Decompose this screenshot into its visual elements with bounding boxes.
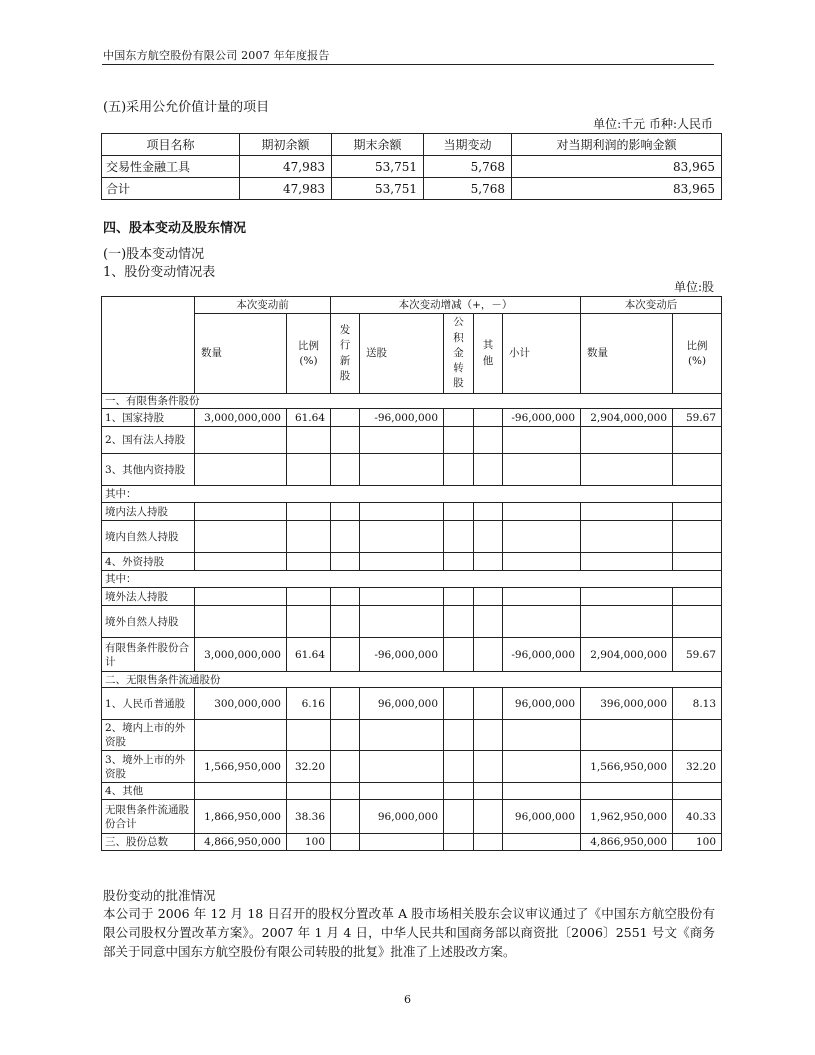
table-row xyxy=(102,427,722,454)
cell-before-qty xyxy=(195,606,287,638)
cell-before-qty xyxy=(195,503,287,521)
share-table-body xyxy=(102,394,722,851)
cell-before-qty: 1,566,950,000 xyxy=(195,751,287,783)
cell-other xyxy=(474,720,503,751)
cell-other xyxy=(474,751,503,783)
table-row xyxy=(102,606,722,638)
cell-other xyxy=(474,588,503,606)
cell-bonus xyxy=(360,606,444,638)
table-row xyxy=(102,454,722,486)
cell-bonus: -96,000,000 xyxy=(360,409,444,427)
row-label: 境外自然人持股 xyxy=(102,606,195,638)
cell-new-issue xyxy=(331,409,360,427)
cell-subtotal xyxy=(503,751,581,783)
cell-before-pct xyxy=(287,454,331,486)
cell-after-pct xyxy=(673,521,722,553)
cell-bonus xyxy=(360,588,444,606)
cell-before-qty: 1,866,950,000 xyxy=(195,800,287,834)
cell-after-pct xyxy=(673,588,722,606)
cell-reserve xyxy=(444,427,474,454)
row-label: 1、人民币普通股 xyxy=(102,688,195,720)
cell-bonus xyxy=(360,720,444,751)
cell-before-pct: 100 xyxy=(287,834,331,851)
cell-before-qty xyxy=(195,427,287,454)
cell-after-qty xyxy=(581,454,673,486)
cell-after-qty: 4,866,950,000 xyxy=(581,834,673,851)
cell-after-pct xyxy=(673,553,722,571)
cell-subtotal: 96,000,000 xyxy=(503,800,581,834)
sub-header-char: 股 xyxy=(453,377,464,390)
cell-new-issue xyxy=(331,800,360,834)
fair-value-table xyxy=(101,133,722,200)
page-number: 6 xyxy=(404,993,411,1006)
table-row xyxy=(102,720,722,751)
table-row xyxy=(102,834,722,851)
cell-before-pct xyxy=(287,720,331,751)
cell-label: 交易性金融工具 xyxy=(102,156,240,178)
cell-after-pct: 100 xyxy=(673,834,722,851)
share-unit-note: 单位:股 xyxy=(673,280,714,294)
cell-new-issue xyxy=(331,751,360,783)
cell-before-qty xyxy=(195,588,287,606)
cell-bonus: -96,000,000 xyxy=(360,638,444,672)
sub-header-char: 积 xyxy=(453,331,464,344)
cell-before-pct xyxy=(287,606,331,638)
cell-other xyxy=(474,553,503,571)
cell-subtotal xyxy=(503,427,581,454)
table-row xyxy=(102,751,722,783)
row-label-header xyxy=(102,297,195,394)
cell-before-pct xyxy=(287,553,331,571)
approval-title: 股份变动的批准情况 xyxy=(103,888,216,903)
group-header-after: 本次变动后 xyxy=(581,297,722,314)
cell-after-pct xyxy=(673,503,722,521)
sub-header-pct-after xyxy=(673,314,722,394)
cell-subtotal: -96,000,000 xyxy=(503,409,581,427)
cell-other xyxy=(474,409,503,427)
cell-new-issue xyxy=(331,688,360,720)
cell-new-issue xyxy=(331,503,360,521)
cell-subtotal xyxy=(503,553,581,571)
cell-reserve xyxy=(444,454,474,486)
cell-new-issue xyxy=(331,427,360,454)
cell-new-issue xyxy=(331,588,360,606)
cell-after-qty xyxy=(581,720,673,751)
cell-subtotal: -96,000,000 xyxy=(503,638,581,672)
table-row xyxy=(102,800,722,834)
row-label: 4、外资持股 xyxy=(102,553,195,571)
cell-after-qty xyxy=(581,503,673,521)
cell-reserve xyxy=(444,638,474,672)
cell-other xyxy=(474,503,503,521)
cell-after-pct: 40.33 xyxy=(673,800,722,834)
row-label: 2、境内上市的外资股 xyxy=(102,720,195,751)
cell-before-qty xyxy=(195,553,287,571)
cell-reserve xyxy=(444,783,474,800)
row-label: 3、其他内资持股 xyxy=(102,454,195,486)
cell-reserve xyxy=(444,553,474,571)
cell-new-issue xyxy=(331,720,360,751)
cell-value: 53,751 xyxy=(332,178,424,200)
cell-label: 合计 xyxy=(102,178,240,200)
cell-bonus xyxy=(360,503,444,521)
table-row xyxy=(102,503,722,521)
cell-after-qty: 2,904,000,000 xyxy=(581,409,673,427)
cell-new-issue xyxy=(331,454,360,486)
row-label: 4、其他 xyxy=(102,783,195,800)
row-label: 无限售条件流通股份合计 xyxy=(102,800,195,834)
sub-header-new-issue xyxy=(331,314,360,394)
cell-after-pct: 8.13 xyxy=(673,688,722,720)
cell-reserve xyxy=(444,606,474,638)
sub-header-char: 股 xyxy=(339,369,351,382)
sub-header-char: 新 xyxy=(339,354,351,367)
sub-header-char: 公 xyxy=(453,316,464,329)
cell-after-qty: 396,000,000 xyxy=(581,688,673,720)
share-table-title: 1、股份变动情况表 xyxy=(103,265,216,280)
cell-before-pct xyxy=(287,521,331,553)
table-row xyxy=(102,688,722,720)
sub-header-text: 比例 xyxy=(686,340,708,353)
cell-before-pct xyxy=(287,783,331,800)
cell-reserve xyxy=(444,409,474,427)
row-label: 2、国有法人持股 xyxy=(102,427,195,454)
sub-header-text: (%) xyxy=(687,354,707,367)
approval-paragraph: 本公司于 2006 年 12 月 18 日召开的股权分置改革 A 股市场相关股东会议审议通过了《中国东方航空股份有限公司股权分置改革方案》。2007 年 1 月 4 日，中华人民共和国商务部以商资批〔2006〕2551 号文《商务部关于同意中国东方航空股份有限公司转股的批复》批准了上述股改方案。 xyxy=(103,906,715,959)
cell-new-issue xyxy=(331,606,360,638)
cell-reserve xyxy=(444,688,474,720)
cell-after-qty: 1,962,950,000 xyxy=(581,800,673,834)
cell-before-pct xyxy=(287,427,331,454)
row-label: 其中： xyxy=(102,486,722,503)
sub-header-reserve xyxy=(444,314,474,394)
cell-before-pct xyxy=(287,503,331,521)
cell-new-issue xyxy=(331,553,360,571)
col-header: 当期变动 xyxy=(424,134,512,156)
header-divider xyxy=(102,64,714,65)
cell-bonus xyxy=(360,454,444,486)
share-section-subtitle: (一)股本变动情况 xyxy=(103,247,205,262)
cell-before-pct: 61.64 xyxy=(287,638,331,672)
cell-before-qty xyxy=(195,720,287,751)
cell-before-pct: 61.64 xyxy=(287,409,331,427)
sub-header-qty-before: 数量 xyxy=(195,314,287,394)
row-label: 境外法人持股 xyxy=(102,588,195,606)
table-row xyxy=(102,553,722,571)
cell-subtotal: 96,000,000 xyxy=(503,688,581,720)
cell-after-pct: 32.20 xyxy=(673,751,722,783)
group-header-before: 本次变动前 xyxy=(195,297,331,314)
cell-before-pct xyxy=(287,588,331,606)
sub-header-row xyxy=(102,314,722,394)
cell-other xyxy=(474,606,503,638)
row-label: 有限售条件股份合计 xyxy=(102,638,195,672)
cell-subtotal xyxy=(503,454,581,486)
cell-after-qty xyxy=(581,606,673,638)
cell-new-issue xyxy=(331,638,360,672)
cell-new-issue xyxy=(331,783,360,800)
cell-subtotal xyxy=(503,521,581,553)
cell-bonus xyxy=(360,553,444,571)
table-row xyxy=(102,409,722,427)
table-row xyxy=(102,156,722,178)
cell-other xyxy=(474,638,503,672)
sub-header-char: 金 xyxy=(453,346,464,359)
cell-value: 83,965 xyxy=(512,156,722,178)
cell-before-pct: 6.16 xyxy=(287,688,331,720)
sub-header-char: 行 xyxy=(339,339,351,352)
cell-before-qty: 3,000,000,000 xyxy=(195,638,287,672)
cell-after-qty xyxy=(581,553,673,571)
cell-other xyxy=(474,834,503,851)
table-row xyxy=(102,588,722,606)
cell-subtotal xyxy=(503,588,581,606)
cell-other xyxy=(474,427,503,454)
sub-header-char: 他 xyxy=(482,354,494,367)
sub-header-char: 其 xyxy=(482,339,494,352)
cell-after-pct xyxy=(673,720,722,751)
cell-bonus xyxy=(360,834,444,851)
cell-before-qty xyxy=(195,454,287,486)
cell-value: 53,751 xyxy=(332,156,424,178)
cell-new-issue xyxy=(331,834,360,851)
cell-after-pct xyxy=(673,783,722,800)
cell-bonus xyxy=(360,521,444,553)
cell-value: 47,983 xyxy=(240,156,332,178)
col-header: 项目名称 xyxy=(102,134,240,156)
cell-other xyxy=(474,454,503,486)
cell-reserve xyxy=(444,800,474,834)
row-label: 二、无限售条件流通股份 xyxy=(102,672,722,688)
cell-bonus xyxy=(360,751,444,783)
table-row xyxy=(102,571,722,588)
cell-after-qty: 1,566,950,000 xyxy=(581,751,673,783)
col-header: 期初余额 xyxy=(240,134,332,156)
sub-header-pct-before xyxy=(287,314,331,394)
fair-value-unit-note: 单位:千元 币种:人民币 xyxy=(593,117,713,131)
cell-bonus xyxy=(360,783,444,800)
cell-after-qty xyxy=(581,427,673,454)
cell-after-pct: 59.67 xyxy=(673,638,722,672)
cell-before-qty: 300,000,000 xyxy=(195,688,287,720)
cell-other xyxy=(474,800,503,834)
sub-header-qty-after: 数量 xyxy=(581,314,673,394)
cell-other xyxy=(474,783,503,800)
table-row xyxy=(102,672,722,688)
group-header-row xyxy=(102,297,722,314)
cell-before-qty xyxy=(195,783,287,800)
cell-value: 5,768 xyxy=(424,156,512,178)
cell-after-pct: 59.67 xyxy=(673,409,722,427)
cell-new-issue xyxy=(331,521,360,553)
cell-subtotal xyxy=(503,503,581,521)
table-row xyxy=(102,394,722,409)
cell-after-pct xyxy=(673,427,722,454)
table-row xyxy=(102,638,722,672)
cell-other xyxy=(474,688,503,720)
group-header-change: 本次变动增减（+，－） xyxy=(331,297,581,314)
table-row xyxy=(102,486,722,503)
cell-reserve xyxy=(444,834,474,851)
cell-after-pct xyxy=(673,606,722,638)
cell-before-qty xyxy=(195,521,287,553)
report-header: 中国东方航空股份有限公司 2007 年年度报告 xyxy=(103,49,330,62)
cell-value: 47,983 xyxy=(240,178,332,200)
cell-subtotal xyxy=(503,834,581,851)
row-label: 其中： xyxy=(102,571,722,588)
share-change-table xyxy=(101,296,722,851)
sub-header-char: 发 xyxy=(339,324,351,337)
sub-header-text: (%) xyxy=(299,354,318,367)
cell-bonus: 96,000,000 xyxy=(360,688,444,720)
fair-value-header-row xyxy=(102,134,722,156)
cell-after-qty xyxy=(581,783,673,800)
cell-after-pct xyxy=(673,454,722,486)
row-label: 境内自然人持股 xyxy=(102,521,195,553)
sub-header-subtotal: 小计 xyxy=(503,314,581,394)
cell-reserve xyxy=(444,588,474,606)
sub-header-bonus: 送股 xyxy=(360,314,444,394)
sub-header-other xyxy=(474,314,503,394)
cell-after-qty: 2,904,000,000 xyxy=(581,638,673,672)
row-label: 境内法人持股 xyxy=(102,503,195,521)
col-header: 期末余额 xyxy=(332,134,424,156)
cell-subtotal xyxy=(503,606,581,638)
cell-before-qty: 3,000,000,000 xyxy=(195,409,287,427)
col-header: 对当期利润的影响金额 xyxy=(512,134,722,156)
cell-other xyxy=(474,521,503,553)
cell-bonus: 96,000,000 xyxy=(360,800,444,834)
cell-value: 5,768 xyxy=(424,178,512,200)
cell-reserve xyxy=(444,521,474,553)
fair-value-section-title: (五)采用公允价值计量的项目 xyxy=(103,100,270,115)
table-row xyxy=(102,521,722,553)
cell-reserve xyxy=(444,503,474,521)
row-label: 3、境外上市的外资股 xyxy=(102,751,195,783)
cell-before-pct: 32.20 xyxy=(287,751,331,783)
sub-header-char: 转 xyxy=(453,362,464,375)
cell-bonus xyxy=(360,427,444,454)
sub-header-text: 比例 xyxy=(298,340,319,353)
table-row xyxy=(102,783,722,800)
share-section-title: 四、股本变动及股东情况 xyxy=(103,221,247,236)
cell-reserve xyxy=(444,751,474,783)
cell-after-qty xyxy=(581,588,673,606)
cell-before-pct: 38.36 xyxy=(287,800,331,834)
cell-reserve xyxy=(444,720,474,751)
cell-value: 83,965 xyxy=(512,178,722,200)
cell-subtotal xyxy=(503,720,581,751)
cell-subtotal xyxy=(503,783,581,800)
row-label: 1、国家持股 xyxy=(102,409,195,427)
cell-before-qty: 4,866,950,000 xyxy=(195,834,287,851)
table-row xyxy=(102,178,722,200)
row-label: 一、有限售条件股份 xyxy=(102,394,722,409)
row-label: 三、股份总数 xyxy=(102,834,195,851)
cell-after-qty xyxy=(581,521,673,553)
